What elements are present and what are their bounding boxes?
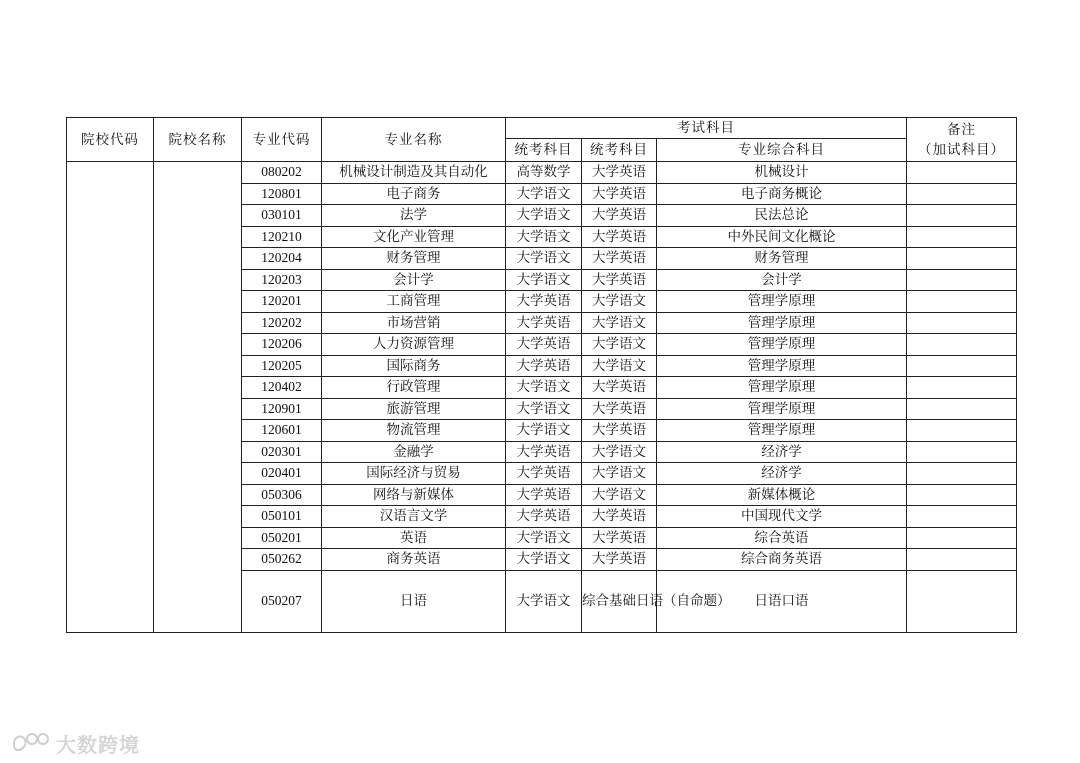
school-code-cell	[67, 162, 154, 633]
major-code-cell: 120204	[242, 248, 322, 270]
major-name-cell: 国际经济与贸易	[322, 463, 506, 485]
header-unified-subject-2: 统考科目	[582, 139, 657, 162]
unified-subject-2-cell: 综合基础日语（自命题）	[582, 570, 657, 632]
remarks-cell	[907, 312, 1017, 334]
major-name-cell: 汉语言文学	[322, 506, 506, 528]
major-code-cell: 080202	[242, 162, 322, 184]
unified-subject-2-cell: 大学英语	[582, 205, 657, 227]
unified-subject-2-cell: 大学语文	[582, 355, 657, 377]
remarks-cell	[907, 205, 1017, 227]
unified-subject-2-cell: 大学英语	[582, 549, 657, 571]
major-name-cell: 工商管理	[322, 291, 506, 313]
header-major-code: 专业代码	[242, 118, 322, 162]
unified-subject-2-cell: 大学英语	[582, 183, 657, 205]
major-name-cell: 日语	[322, 570, 506, 632]
comprehensive-subject-cell: 管理学原理	[657, 312, 907, 334]
header-comprehensive-subject: 专业综合科目	[657, 139, 907, 162]
comprehensive-subject-cell: 新媒体概论	[657, 484, 907, 506]
remarks-cell	[907, 484, 1017, 506]
watermark	[10, 729, 140, 757]
unified-subject-1-cell: 大学语文	[506, 248, 582, 270]
major-code-cell: 020301	[242, 441, 322, 463]
unified-subject-1-cell: 高等数学	[506, 162, 582, 184]
unified-subject-1-cell: 大学语文	[506, 420, 582, 442]
remarks-cell	[907, 334, 1017, 356]
unified-subject-1-cell: 大学语文	[506, 377, 582, 399]
unified-subject-2-cell: 大学英语	[582, 162, 657, 184]
comprehensive-subject-cell: 管理学原理	[657, 334, 907, 356]
unified-subject-1-cell: 大学英语	[506, 291, 582, 313]
unified-subject-1-cell: 大学英语	[506, 334, 582, 356]
header-major-name: 专业名称	[322, 118, 506, 162]
major-name-cell: 旅游管理	[322, 398, 506, 420]
header-remarks	[907, 118, 1017, 162]
remarks-cell	[907, 506, 1017, 528]
major-code-cell: 050207	[242, 570, 322, 632]
major-code-cell: 030101	[242, 205, 322, 227]
remarks-cell	[907, 183, 1017, 205]
header-unified-subject-1: 统考科目	[506, 139, 582, 162]
major-code-cell: 050201	[242, 527, 322, 549]
major-name-cell: 法学	[322, 205, 506, 227]
unified-subject-2-cell: 大学英语	[582, 377, 657, 399]
comprehensive-subject-cell: 综合英语	[657, 527, 907, 549]
unified-subject-2-cell: 大学语文	[582, 312, 657, 334]
major-name-cell: 英语	[322, 527, 506, 549]
major-code-cell: 120205	[242, 355, 322, 377]
header-remarks-line2: （加试科目）	[918, 141, 1006, 158]
major-name-cell: 财务管理	[322, 248, 506, 270]
major-name-cell: 文化产业管理	[322, 226, 506, 248]
major-name-cell: 物流管理	[322, 420, 506, 442]
unified-subject-2-cell: 大学语文	[582, 291, 657, 313]
unified-subject-2-cell: 大学英语	[582, 527, 657, 549]
major-code-cell: 120210	[242, 226, 322, 248]
unified-subject-1-cell: 大学英语	[506, 463, 582, 485]
major-code-cell: 120901	[242, 398, 322, 420]
comprehensive-subject-cell: 会计学	[657, 269, 907, 291]
unified-subject-1-cell: 大学英语	[506, 506, 582, 528]
remarks-cell	[907, 441, 1017, 463]
unified-subject-2-cell: 大学英语	[582, 420, 657, 442]
remarks-cell	[907, 377, 1017, 399]
unified-subject-1-cell: 大学英语	[506, 355, 582, 377]
major-code-cell: 120201	[242, 291, 322, 313]
header-remarks-line1: 备注	[947, 121, 977, 138]
remarks-cell	[907, 269, 1017, 291]
comprehensive-subject-cell: 中外民间文化概论	[657, 226, 907, 248]
unified-subject-2-cell: 大学英语	[582, 506, 657, 528]
unified-subject-2-cell: 大学英语	[582, 248, 657, 270]
major-name-cell: 机械设计制造及其自动化	[322, 162, 506, 184]
major-name-cell: 网络与新媒体	[322, 484, 506, 506]
remarks-cell	[907, 226, 1017, 248]
unified-subject-2-cell: 大学语文	[582, 334, 657, 356]
major-code-cell: 050306	[242, 484, 322, 506]
table-body	[67, 162, 1017, 633]
remarks-cell	[907, 463, 1017, 485]
unified-subject-2-cell: 大学语文	[582, 441, 657, 463]
unified-subject-1-cell: 大学语文	[506, 269, 582, 291]
unified-subject-1-cell: 大学英语	[506, 484, 582, 506]
unified-subject-2-cell: 大学英语	[582, 398, 657, 420]
watermark-text: 大数跨境	[56, 732, 140, 757]
unified-subject-1-cell: 大学语文	[506, 183, 582, 205]
unified-subject-2-cell: 大学英语	[582, 226, 657, 248]
remarks-cell	[907, 549, 1017, 571]
unified-subject-2-cell: 大学英语	[582, 269, 657, 291]
unified-subject-1-cell: 大学语文	[506, 570, 582, 632]
unified-subject-1-cell: 大学英语	[506, 312, 582, 334]
comprehensive-subject-cell: 管理学原理	[657, 355, 907, 377]
header-school-code: 院校代码	[67, 118, 154, 162]
major-name-cell: 人力资源管理	[322, 334, 506, 356]
comprehensive-subject-cell: 电子商务概论	[657, 183, 907, 205]
comprehensive-subject-cell: 管理学原理	[657, 377, 907, 399]
comprehensive-subject-cell: 管理学原理	[657, 420, 907, 442]
table-row	[67, 162, 1017, 184]
comprehensive-subject-cell: 管理学原理	[657, 291, 907, 313]
major-code-cell: 050101	[242, 506, 322, 528]
major-name-cell: 商务英语	[322, 549, 506, 571]
major-code-cell: 050262	[242, 549, 322, 571]
header-school-name: 院校名称	[154, 118, 242, 162]
comprehensive-subject-cell: 综合商务英语	[657, 549, 907, 571]
remarks-cell	[907, 420, 1017, 442]
watermark-logo-icon	[10, 730, 52, 756]
remarks-cell	[907, 527, 1017, 549]
unified-subject-1-cell: 大学语文	[506, 226, 582, 248]
comprehensive-subject-cell: 管理学原理	[657, 398, 907, 420]
comprehensive-subject-cell: 中国现代文学	[657, 506, 907, 528]
major-code-cell: 120203	[242, 269, 322, 291]
remarks-cell	[907, 355, 1017, 377]
major-name-cell: 市场营销	[322, 312, 506, 334]
remarks-cell	[907, 291, 1017, 313]
remarks-cell	[907, 570, 1017, 632]
major-name-cell: 行政管理	[322, 377, 506, 399]
major-code-cell: 120202	[242, 312, 322, 334]
major-name-cell: 金融学	[322, 441, 506, 463]
school-name-cell	[154, 162, 242, 633]
unified-subject-1-cell: 大学语文	[506, 205, 582, 227]
header-exam-subjects: 考试科目	[506, 118, 907, 139]
comprehensive-subject-cell: 经济学	[657, 441, 907, 463]
major-name-cell: 会计学	[322, 269, 506, 291]
comprehensive-subject-cell: 日语口语	[657, 570, 907, 632]
major-code-cell: 120402	[242, 377, 322, 399]
remarks-cell	[907, 398, 1017, 420]
unified-subject-1-cell: 大学英语	[506, 441, 582, 463]
comprehensive-subject-cell: 机械设计	[657, 162, 907, 184]
major-code-cell: 120801	[242, 183, 322, 205]
unified-subject-2-cell: 大学语文	[582, 484, 657, 506]
remarks-cell	[907, 248, 1017, 270]
remarks-cell	[907, 162, 1017, 184]
unified-subject-1-cell: 大学语文	[506, 527, 582, 549]
comprehensive-subject-cell: 民法总论	[657, 205, 907, 227]
major-name-cell: 电子商务	[322, 183, 506, 205]
exam-subjects-table	[66, 117, 1017, 633]
unified-subject-2-cell: 大学语文	[582, 463, 657, 485]
major-code-cell: 120206	[242, 334, 322, 356]
unified-subject-1-cell: 大学语文	[506, 398, 582, 420]
comprehensive-subject-cell: 财务管理	[657, 248, 907, 270]
unified-subject-1-cell: 大学语文	[506, 549, 582, 571]
comprehensive-subject-cell: 经济学	[657, 463, 907, 485]
major-name-cell: 国际商务	[322, 355, 506, 377]
major-code-cell: 120601	[242, 420, 322, 442]
major-code-cell: 020401	[242, 463, 322, 485]
